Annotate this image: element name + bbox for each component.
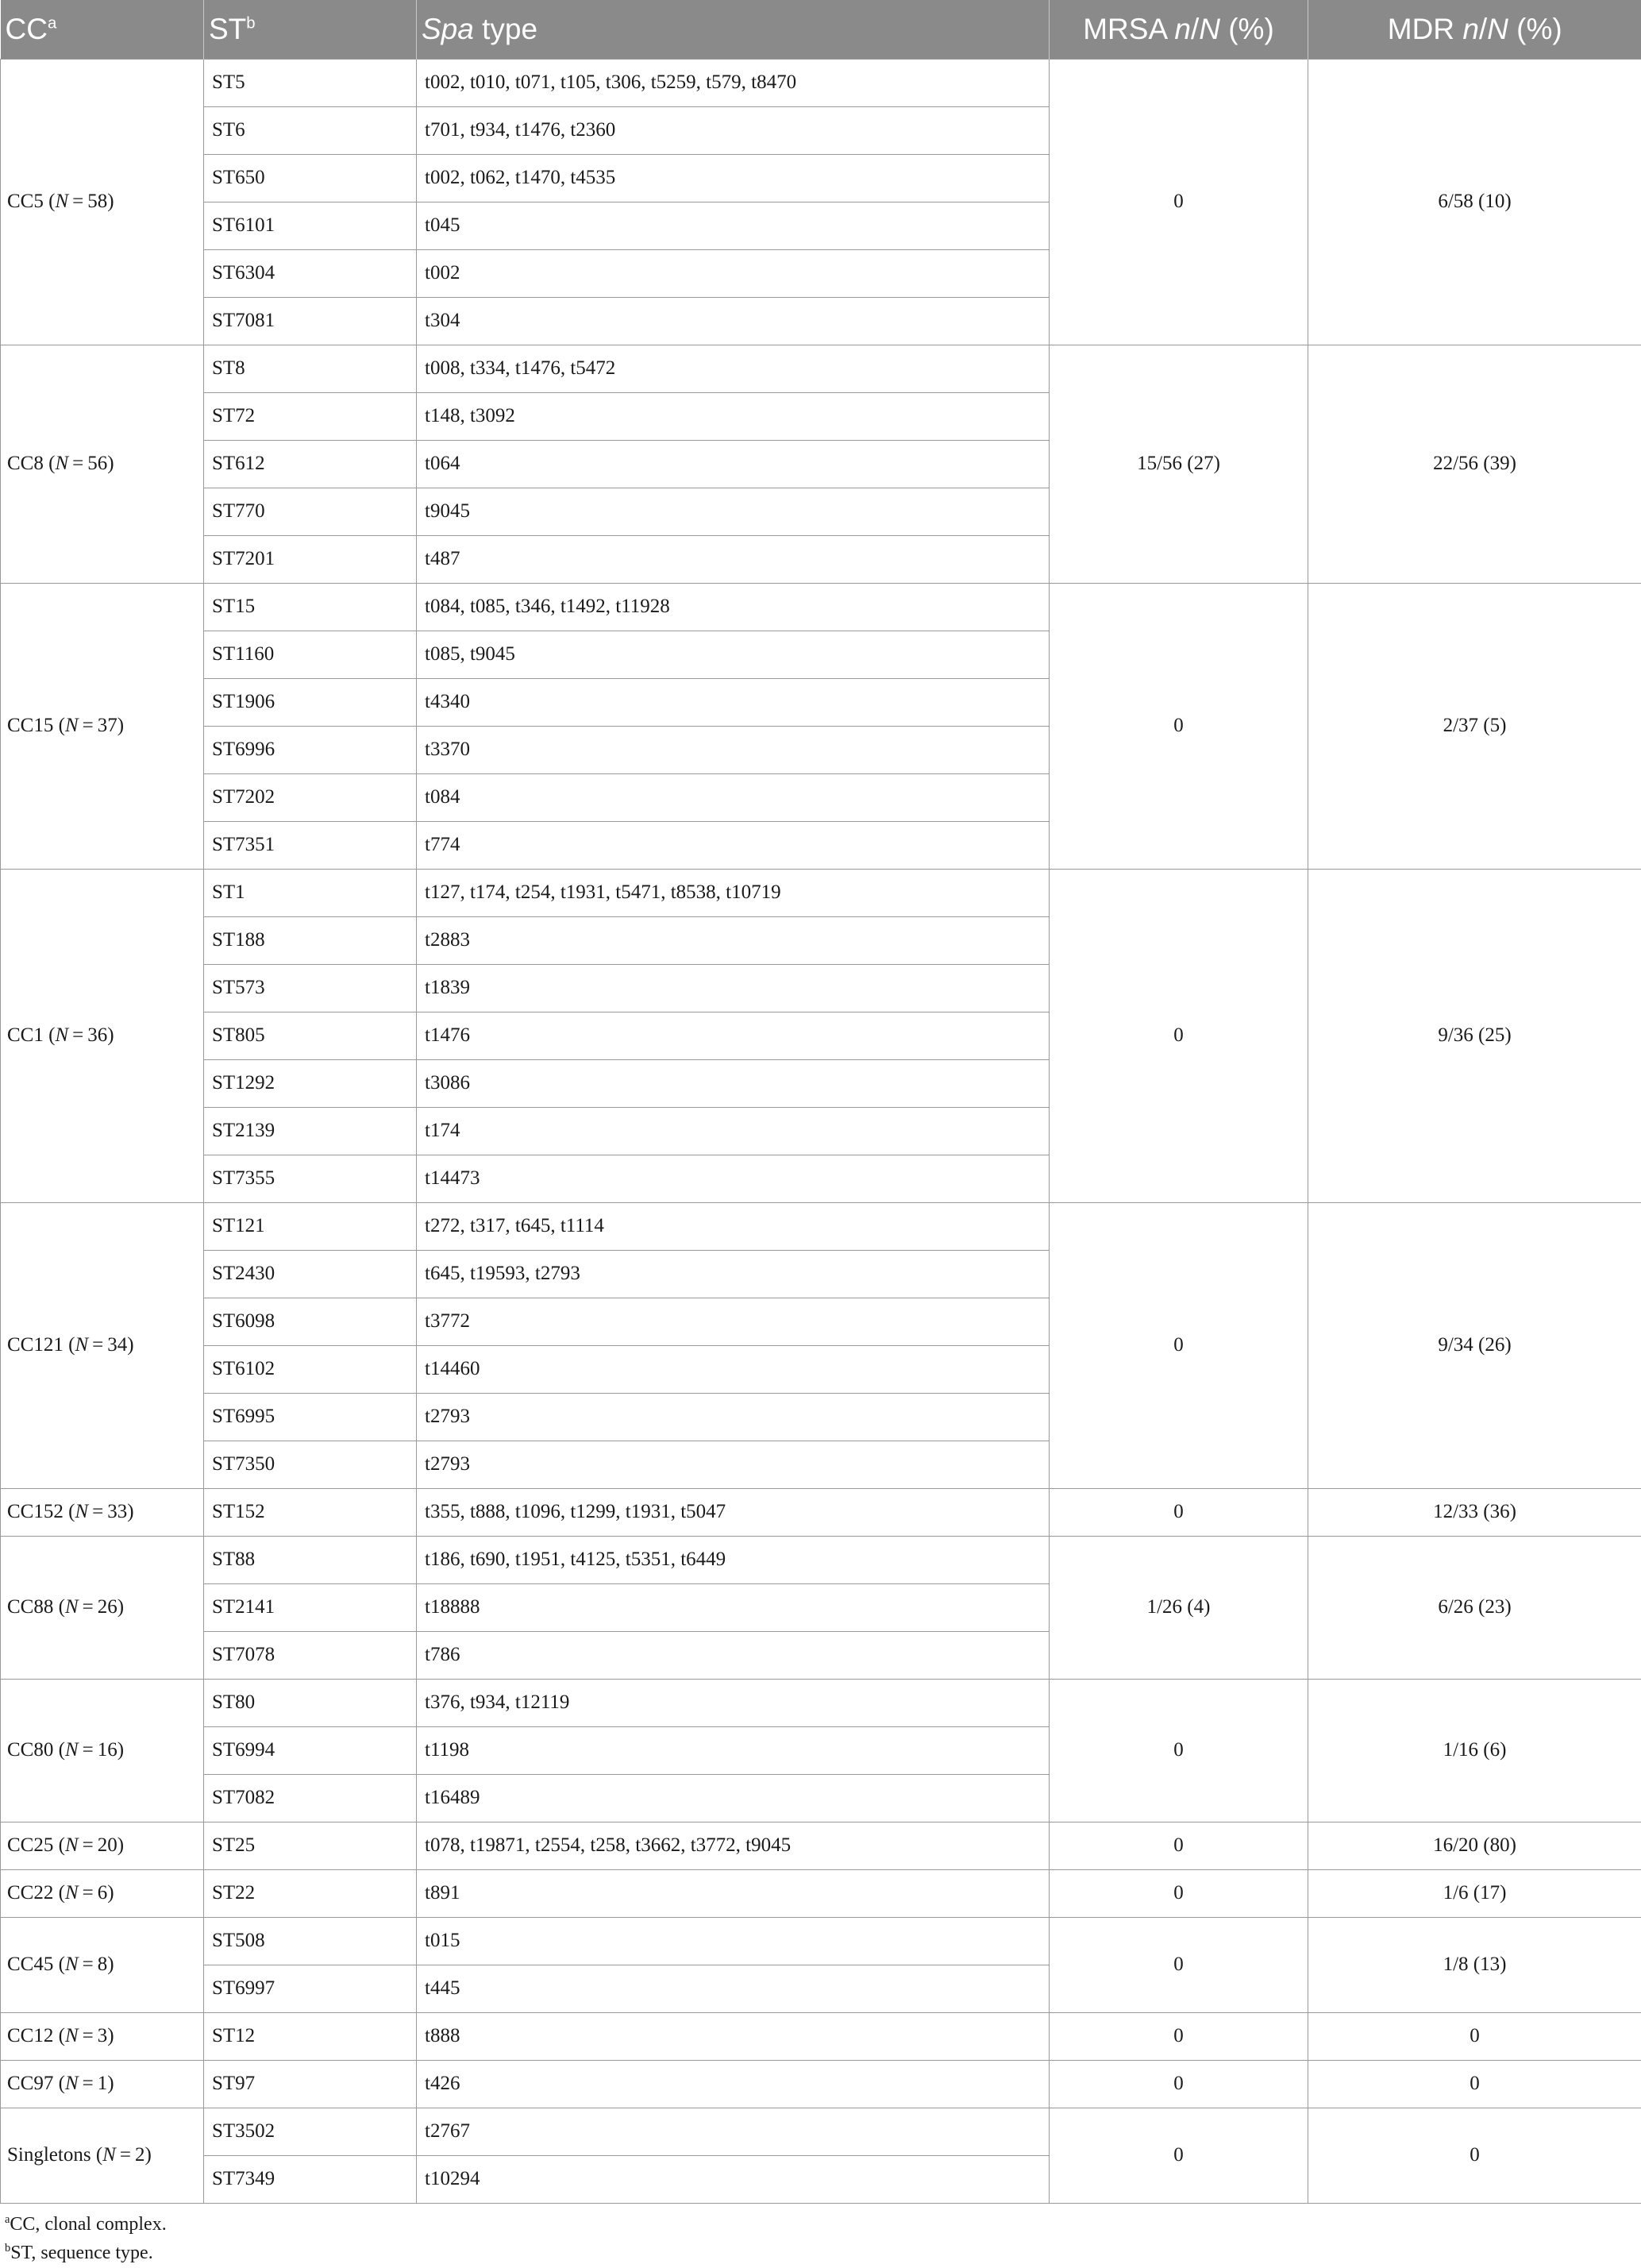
st-cell: ST1	[204, 869, 417, 916]
cc-n-prefix: (	[53, 1739, 65, 1761]
spa-type-cell: t14473	[417, 1155, 1050, 1202]
st-cell: ST97	[204, 2060, 417, 2108]
cc-name: CC5	[7, 191, 44, 212]
st-cell: ST7350	[204, 1441, 417, 1488]
cc-n-symbol: N	[75, 1501, 89, 1522]
cc-n-value: 6	[97, 1882, 108, 1904]
spa-type-cell: t645, t19593, t2793	[417, 1250, 1050, 1298]
spa-type-cell: t2767	[417, 2108, 1050, 2155]
cc-n-value: 37	[97, 715, 117, 736]
table-row	[1, 1869, 1641, 1917]
mrsa-cell: 0	[1050, 1488, 1308, 1536]
table-row	[1, 1536, 1641, 1583]
mdr-cell: 1/6 (17)	[1308, 1869, 1641, 1917]
mdr-cell: 16/20 (80)	[1308, 1822, 1641, 1869]
table-row	[1, 1202, 1641, 1250]
table-row	[1, 59, 1641, 106]
mdr-cell: 9/34 (26)	[1308, 1202, 1641, 1488]
cc-cell	[1, 59, 204, 345]
cc-n-prefix: (	[63, 1501, 75, 1522]
mrsa-cell: 0	[1050, 2012, 1308, 2060]
table-row	[1, 1679, 1641, 1726]
st-cell: ST6997	[204, 1965, 417, 2012]
cc-cell	[1, 1202, 204, 1488]
cc-n-eq: =	[68, 1024, 88, 1046]
mrsa-cell: 0	[1050, 1869, 1308, 1917]
cc-n-symbol: N	[64, 1739, 79, 1761]
cc-name: CC1	[7, 1024, 44, 1046]
cc-n-suffix: )	[107, 2025, 114, 2046]
cc-n-eq: =	[78, 2025, 98, 2046]
st-cell: ST6994	[204, 1726, 417, 1774]
mrsa-cell: 0	[1050, 1679, 1308, 1822]
footnote-a: $^a$CC, clonal complex.	[5, 2213, 167, 2235]
spa-type-cell: t445	[417, 1965, 1050, 2012]
st-cell: ST7355	[204, 1155, 417, 1202]
st-cell: ST72	[204, 392, 417, 440]
cc-name: CC152	[7, 1501, 64, 1522]
st-cell: ST1160	[204, 631, 417, 678]
cc-n-eq: =	[78, 1739, 98, 1761]
cc-n-suffix: )	[117, 1834, 125, 1856]
cc-n-prefix: (	[43, 453, 56, 474]
cc-n-prefix: (	[53, 1954, 65, 1975]
st-cell: ST121	[204, 1202, 417, 1250]
mdr-cell: 0	[1308, 2108, 1641, 2203]
cc-cell	[1, 1679, 204, 1822]
st-cell: ST7078	[204, 1631, 417, 1679]
spa-type-cell: t002, t010, t071, t105, t306, t5259, t579, t8470	[417, 59, 1050, 106]
table-row	[1, 1917, 1641, 1965]
cc-n-suffix: )	[107, 2073, 114, 2094]
st-cell: ST7082	[204, 1774, 417, 1822]
header-mrsa: MRSA n/N (%)	[1050, 0, 1308, 59]
mrsa-cell: 0	[1050, 1822, 1308, 1869]
cc-n-suffix: )	[127, 1334, 134, 1356]
cc-n-eq: =	[88, 1501, 108, 1522]
spa-type-cell: t085, t9045	[417, 631, 1050, 678]
st-cell: ST7081	[204, 297, 417, 345]
cc-name: CC88	[7, 1596, 54, 1618]
cc-n-symbol: N	[64, 1954, 79, 1975]
cc-cell	[1, 2060, 204, 2108]
spa-type-cell: t186, t690, t1951, t4125, t5351, t6449	[417, 1536, 1050, 1583]
mdr-cell: 22/56 (39)	[1308, 345, 1641, 583]
table-body	[1, 59, 1641, 2203]
st-cell: ST2430	[204, 1250, 417, 1298]
cc-n-prefix: (	[53, 1834, 65, 1856]
cc-n-prefix: (	[53, 2073, 65, 2094]
st-cell: ST6101	[204, 202, 417, 249]
st-cell: ST12	[204, 2012, 417, 2060]
cc-n-prefix: (	[63, 1334, 75, 1356]
table-row	[1, 869, 1641, 916]
cc-n-prefix: (	[53, 1596, 65, 1618]
st-cell: ST2141	[204, 1583, 417, 1631]
spa-type-cell: t355, t888, t1096, t1299, t1931, t5047	[417, 1488, 1050, 1536]
cc-n-suffix: )	[107, 1954, 114, 1975]
table-row	[1, 1822, 1641, 1869]
spa-type-cell: t701, t934, t1476, t2360	[417, 106, 1050, 154]
cc-name: CC45	[7, 1954, 54, 1975]
cc-n-eq: =	[68, 191, 88, 212]
st-cell: ST805	[204, 1012, 417, 1059]
cc-n-value: 3	[97, 2025, 108, 2046]
spa-type-cell: t9045	[417, 488, 1050, 535]
st-cell: ST770	[204, 488, 417, 535]
spa-type-cell: t3370	[417, 726, 1050, 773]
st-cell: ST7202	[204, 773, 417, 821]
spa-type-cell: t174	[417, 1107, 1050, 1155]
st-cell: ST88	[204, 1536, 417, 1583]
spa-type-cell: t002, t062, t1470, t4535	[417, 154, 1050, 202]
spa-type-cell: t148, t3092	[417, 392, 1050, 440]
cc-n-symbol: N	[64, 2073, 79, 2094]
header-cc: $CC^a$	[1, 0, 204, 59]
cc-n-value: 58	[87, 191, 108, 212]
cc-name: CC121	[7, 1334, 64, 1356]
mdr-cell: 12/33 (36)	[1308, 1488, 1641, 1536]
spa-type-cell: t127, t174, t254, t1931, t5471, t8538, t10719	[417, 869, 1050, 916]
mrsa-cell: 0	[1050, 2060, 1308, 2108]
spa-type-cell: t002	[417, 249, 1050, 297]
mdr-cell: 2/37 (5)	[1308, 583, 1641, 869]
cc-n-eq: =	[78, 1954, 98, 1975]
spa-type-cell: t084	[417, 773, 1050, 821]
st-cell: ST15	[204, 583, 417, 631]
spa-type-cell: t084, t085, t346, t1492, t11928	[417, 583, 1050, 631]
cc-n-eq: =	[78, 2073, 98, 2094]
cc-cell	[1, 2012, 204, 2060]
cc-n-eq: =	[78, 715, 98, 736]
spa-type-cell: t2883	[417, 916, 1050, 964]
spa-type-cell: t774	[417, 821, 1050, 869]
cc-n-value: 36	[87, 1024, 108, 1046]
cc-n-eq: =	[78, 1882, 98, 1904]
spa-type-cell: t2793	[417, 1393, 1050, 1441]
st-cell: ST25	[204, 1822, 417, 1869]
cc-cell	[1, 1536, 204, 1679]
cc-n-value: 8	[97, 1954, 108, 1975]
cc-n-eq: =	[78, 1834, 98, 1856]
cc-n-value: 34	[107, 1334, 128, 1356]
cc-n-prefix: (	[53, 2025, 65, 2046]
cc-n-suffix: )	[144, 2144, 152, 2166]
cc-cell	[1, 1488, 204, 1536]
cc-cell	[1, 583, 204, 869]
spa-type-cell: t304	[417, 297, 1050, 345]
mrsa-cell: 0	[1050, 1202, 1308, 1488]
st-cell: ST612	[204, 440, 417, 488]
st-cell: ST6102	[204, 1345, 417, 1393]
cc-n-symbol: N	[75, 1334, 89, 1356]
spa-type-cell: t008, t334, t1476, t5472	[417, 345, 1050, 392]
mrsa-cell: 0	[1050, 869, 1308, 1202]
cc-n-value: 16	[97, 1739, 117, 1761]
cc-cell	[1, 1822, 204, 1869]
table-row	[1, 1488, 1641, 1536]
spa-type-cell: t3086	[417, 1059, 1050, 1107]
cc-n-value: 33	[107, 1501, 128, 1522]
spa-type-cell: t891	[417, 1869, 1050, 1917]
st-cell: ST22	[204, 1869, 417, 1917]
st-cell: ST6304	[204, 249, 417, 297]
cc-name: CC97	[7, 2073, 54, 2094]
cc-n-symbol: N	[55, 191, 69, 212]
table-row	[1, 2060, 1641, 2108]
cc-n-symbol: N	[102, 2144, 116, 2166]
table-row	[1, 583, 1641, 631]
cc-name: Singletons	[7, 2144, 91, 2166]
cc-cell	[1, 2108, 204, 2203]
mdr-cell: 0	[1308, 2012, 1641, 2060]
spa-type-cell: t376, t934, t12119	[417, 1679, 1050, 1726]
cc-n-prefix: (	[43, 191, 56, 212]
mrsa-cell: 15/56 (27)	[1050, 345, 1308, 583]
st-cell: ST152	[204, 1488, 417, 1536]
st-cell: ST188	[204, 916, 417, 964]
cc-n-symbol: N	[64, 2025, 79, 2046]
mdr-cell: 9/36 (25)	[1308, 869, 1641, 1202]
mrsa-cell: 0	[1050, 2108, 1308, 2203]
cc-n-value: 1	[97, 2073, 108, 2094]
cc-n-symbol: N	[64, 1834, 79, 1856]
cc-n-prefix: (	[53, 1882, 65, 1904]
table-header	[1, 0, 1641, 59]
st-cell: ST2139	[204, 1107, 417, 1155]
cc-n-value: 20	[97, 1834, 117, 1856]
cc-n-symbol: N	[64, 1882, 79, 1904]
cc-n-symbol: N	[64, 1596, 79, 1618]
mrsa-cell: 0	[1050, 59, 1308, 345]
spa-type-cell: t045	[417, 202, 1050, 249]
header-mdr: MDR n/N (%)	[1308, 0, 1641, 59]
spa-type-cell: t1839	[417, 964, 1050, 1012]
cc-n-suffix: )	[107, 1024, 114, 1046]
cc-n-value: 26	[97, 1596, 117, 1618]
cc-n-eq: =	[115, 2144, 135, 2166]
cc-n-symbol: N	[55, 1024, 69, 1046]
table-row	[1, 345, 1641, 392]
cc-n-symbol: N	[64, 715, 79, 736]
mdr-cell: 6/58 (10)	[1308, 59, 1641, 345]
cc-n-prefix: (	[91, 2144, 103, 2166]
cc-cell	[1, 869, 204, 1202]
spa-type-cell: t786	[417, 1631, 1050, 1679]
header-st: $ST^b$	[204, 0, 417, 59]
spa-type-cell: t426	[417, 2060, 1050, 2108]
cc-n-suffix: )	[117, 1596, 125, 1618]
spa-type-cell: t888	[417, 2012, 1050, 2060]
cc-n-eq: =	[88, 1334, 108, 1356]
spa-type-cell: t015	[417, 1917, 1050, 1965]
cc-n-suffix: )	[107, 1882, 114, 1904]
st-cell: ST3502	[204, 2108, 417, 2155]
cc-cell	[1, 1917, 204, 2012]
st-cell: ST7201	[204, 535, 417, 583]
cc-n-suffix: )	[107, 191, 114, 212]
spa-type-cell: t2793	[417, 1441, 1050, 1488]
cc-cell	[1, 1869, 204, 1917]
spa-type-cell: t16489	[417, 1774, 1050, 1822]
spa-type-cell: t10294	[417, 2155, 1050, 2203]
cc-n-suffix: )	[127, 1501, 134, 1522]
cc-name: CC8	[7, 453, 44, 474]
mdr-cell: 1/16 (6)	[1308, 1679, 1641, 1822]
st-cell: ST6	[204, 106, 417, 154]
table-row	[1, 2012, 1641, 2060]
cc-n-value: 56	[87, 453, 108, 474]
spa-type-cell: t3772	[417, 1298, 1050, 1345]
spa-type-cell: t18888	[417, 1583, 1050, 1631]
cc-n-symbol: N	[55, 453, 69, 474]
st-cell: ST1292	[204, 1059, 417, 1107]
cc-name: CC15	[7, 715, 54, 736]
spa-type-cell: t14460	[417, 1345, 1050, 1393]
cc-n-eq: =	[68, 453, 88, 474]
cc-cell	[1, 345, 204, 583]
mrsa-cell: 0	[1050, 583, 1308, 869]
footnote-b: $^b$ST, sequence type.	[5, 2242, 153, 2263]
header-spa-type: Spa type	[417, 0, 1050, 59]
cc-name: CC80	[7, 1739, 54, 1761]
cc-name: CC25	[7, 1834, 54, 1856]
spa-type-cell: t1476	[417, 1012, 1050, 1059]
table-row	[1, 2108, 1641, 2155]
cc-n-value: 2	[134, 2144, 145, 2166]
footnotes	[5, 2210, 167, 2267]
st-cell: ST6995	[204, 1393, 417, 1441]
st-cell: ST7349	[204, 2155, 417, 2203]
mrsa-cell: 1/26 (4)	[1050, 1536, 1308, 1679]
mdr-cell: 0	[1308, 2060, 1641, 2108]
mrsa-cell: 0	[1050, 1917, 1308, 2012]
st-cell: ST6098	[204, 1298, 417, 1345]
st-cell: ST650	[204, 154, 417, 202]
spa-type-cell: t272, t317, t645, t1114	[417, 1202, 1050, 1250]
st-cell: ST8	[204, 345, 417, 392]
mdr-cell: 6/26 (23)	[1308, 1536, 1641, 1679]
st-cell: ST80	[204, 1679, 417, 1726]
spa-type-cell: t1198	[417, 1726, 1050, 1774]
st-cell: ST573	[204, 964, 417, 1012]
st-cell: ST7351	[204, 821, 417, 869]
cc-n-suffix: )	[117, 715, 125, 736]
cc-name: CC22	[7, 1882, 54, 1904]
spa-type-cell: t4340	[417, 678, 1050, 726]
st-cell: ST1906	[204, 678, 417, 726]
cc-n-suffix: )	[117, 1739, 125, 1761]
cc-name: CC12	[7, 2025, 54, 2046]
st-cell: ST6996	[204, 726, 417, 773]
st-cell: ST508	[204, 1917, 417, 1965]
spa-type-cell: t064	[417, 440, 1050, 488]
cc-n-prefix: (	[43, 1024, 56, 1046]
spa-type-cell: t487	[417, 535, 1050, 583]
cc-n-suffix: )	[107, 453, 114, 474]
cc-n-eq: =	[78, 1596, 98, 1618]
st-cell: ST5	[204, 59, 417, 106]
mdr-cell: 1/8 (13)	[1308, 1917, 1641, 2012]
cc-n-prefix: (	[53, 715, 65, 736]
header-row	[1, 0, 1641, 59]
spa-type-cell: t078, t19871, t2554, t258, t3662, t3772, t9045	[417, 1822, 1050, 1869]
